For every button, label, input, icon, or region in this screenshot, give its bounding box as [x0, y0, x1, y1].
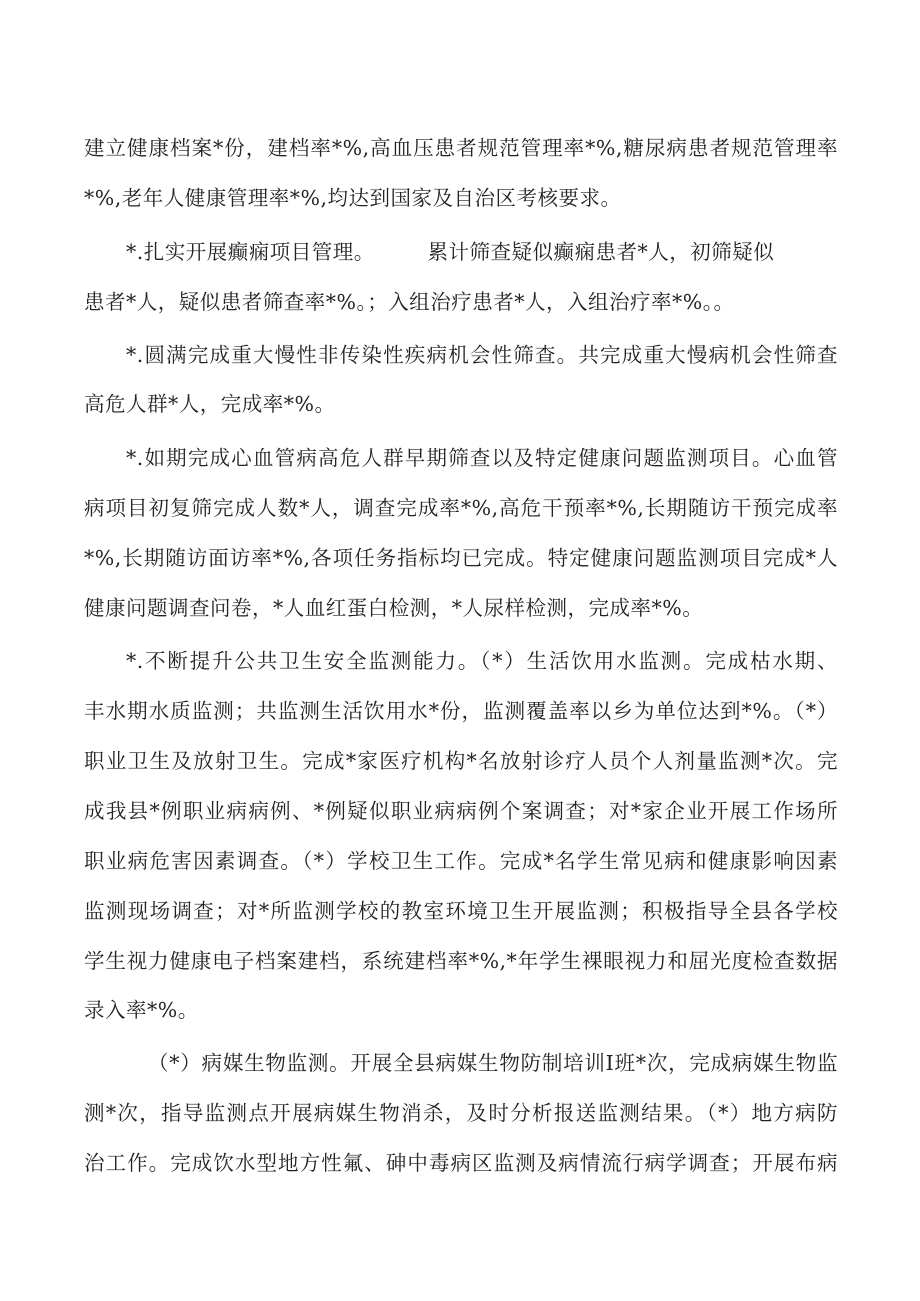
text-line: （*）病媒生物监测。开展全县病媒生物防制培训I班*次，完成病媒生物监 [148, 1051, 838, 1075]
text-line: 监测现场调查；对*所监测学校的教室环境卫生开展监测；积极指导全县各学校 [84, 899, 838, 923]
text-line: *%,长期随访面访率*%,各项任务指标均已完成。特定健康问题监测项目完成*人 [84, 546, 838, 570]
text-line: 患者*人，疑似患者筛查率*%。；入组治疗患者*人，入组治疗率*%。。 [84, 290, 735, 314]
text-line: *.圆满完成重大慢性非传染性疾病机会性筛查。共完成重大慢病机会性筛查 [126, 343, 838, 367]
text-line: 职业卫生及放射卫生。完成*家医疗机构*名放射诊疗人员个人剂量监测*次。完 [84, 749, 838, 773]
text-line: 录入率*%。 [84, 998, 199, 1022]
text-line: 测*次，指导监测点开展病媒生物消杀，及时分析报送监测结果。（*）地方病防 [84, 1101, 838, 1125]
text-line: 学生视力健康电子档案建档，系统建档率*%,*年学生裸眼视力和屈光度检查数据 [84, 949, 838, 973]
text-line: 丰水期水质监测；共监测生活饮用水*份，监测覆盖率以乡为单位达到*%。（*） [84, 699, 838, 723]
text-line: *.如期完成心血管病高危人群早期筛查以及特定健康问题监测项目。心血管 [126, 446, 838, 470]
text-line: *%,老年人健康管理率*%,均达到国家及自治区考核要求。 [84, 186, 622, 210]
text-line: 建立健康档案*份，建档率*%,高血压患者规范管理率*%,糖尿病患者规范管理率 [84, 136, 838, 160]
text-line: 治工作。完成饮水型地方性氟、砷中毒病区监测及病情流行病学调查；开展布病 [84, 1151, 838, 1175]
text-line: 健康问题调查问卷，*人血红蛋白检测，*人尿样检测，完成率*%。 [84, 596, 704, 620]
text-line: *.扎实开展癫痫项目管理。 累计筛查疑似癫痫患者*人，初筛疑似 [126, 240, 775, 264]
text-line: *.不断提升公共卫生安全监测能力。（*）生活饮用水监测。完成枯水期、 [126, 649, 838, 673]
text-line: 成我县*例职业病病例、*例疑似职业病病例个案调查；对*家企业开展工作场所 [84, 799, 838, 823]
text-line: 病项目初复筛完成人数*人，调查完成率*%,高危干预率*%,长期随访干预完成率 [84, 496, 838, 520]
text-line: 高危人群*人，完成率*%。 [84, 392, 336, 416]
text-line: 职业病危害因素调查。（*）学校卫生工作。完成*名学生常见病和健康影响因素 [84, 849, 838, 873]
